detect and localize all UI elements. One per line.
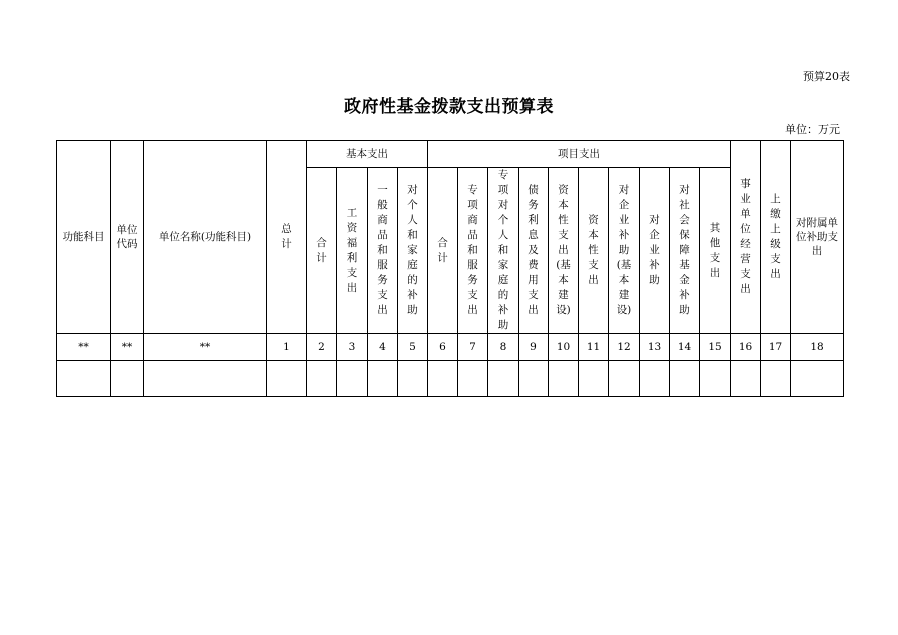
- header-proj-goods: 专项商品和服务支出: [458, 168, 488, 334]
- table-number: 预算20表: [803, 70, 850, 83]
- index-cell: 13: [640, 334, 670, 361]
- data-cell[interactable]: [731, 361, 761, 397]
- data-cell[interactable]: [670, 361, 700, 397]
- header-proj-subsidy: 专项对个人和家庭的补助: [488, 168, 519, 334]
- header-project-group: 项目支出: [428, 141, 731, 168]
- data-cell[interactable]: [791, 361, 844, 397]
- header-proj-ent: 对企业补助: [640, 168, 670, 334]
- index-cell: 2: [307, 334, 337, 361]
- header-upper-pay: 上缴上级支出: [761, 141, 791, 334]
- header-func-subject: 功能科目: [57, 141, 111, 334]
- index-cell: 4: [368, 334, 398, 361]
- header-basic-subsidy: 对个人和家庭的补助: [398, 168, 428, 334]
- data-cell[interactable]: [640, 361, 670, 397]
- data-cell[interactable]: [609, 361, 640, 397]
- data-cell[interactable]: [761, 361, 791, 397]
- header-proj-sum: 合计: [428, 168, 458, 334]
- header-basic-wages: 工资福利支出: [337, 168, 368, 334]
- index-cell: 14: [670, 334, 700, 361]
- data-cell[interactable]: [700, 361, 731, 397]
- index-cell: 1: [267, 334, 307, 361]
- table-row: [57, 361, 844, 397]
- data-cell[interactable]: [111, 361, 144, 397]
- index-cell: 18: [791, 334, 844, 361]
- index-cell: 10: [549, 334, 579, 361]
- index-cell: 8: [488, 334, 519, 361]
- header-proj-capital: 资本性支出: [579, 168, 609, 334]
- data-cell[interactable]: [368, 361, 398, 397]
- data-cell[interactable]: [428, 361, 458, 397]
- header-unit-name: 单位名称(功能科目): [144, 141, 267, 334]
- index-cell: 16: [731, 334, 761, 361]
- header-proj-capital-basic: 资本性支出(基本建设): [549, 168, 579, 334]
- header-affiliate-subsidy: 对附属单位补助支出: [791, 141, 844, 334]
- data-cell[interactable]: [57, 361, 111, 397]
- index-cell: 9: [519, 334, 549, 361]
- data-cell[interactable]: [144, 361, 267, 397]
- index-cell: 15: [700, 334, 731, 361]
- page-title: 政府性基金拨款支出预算表: [344, 97, 554, 117]
- index-cell: 12: [609, 334, 640, 361]
- header-proj-debt: 债务利息及费用支出: [519, 168, 549, 334]
- data-cell[interactable]: [267, 361, 307, 397]
- header-basic-group: 基本支出: [307, 141, 428, 168]
- index-cell: 6: [428, 334, 458, 361]
- index-cell: 17: [761, 334, 791, 361]
- data-cell[interactable]: [458, 361, 488, 397]
- header-proj-social: 对社会保障基金补助: [670, 168, 700, 334]
- header-total: 总计: [267, 141, 307, 334]
- index-cell: **: [111, 334, 144, 361]
- data-cell[interactable]: [398, 361, 428, 397]
- budget-table: [56, 140, 844, 397]
- data-cell[interactable]: [579, 361, 609, 397]
- header-basic-goods: 一般商品和服务支出: [368, 168, 398, 334]
- data-cell[interactable]: [488, 361, 519, 397]
- index-cell: **: [57, 334, 111, 361]
- header-proj-other: 其他支出: [700, 168, 731, 334]
- data-cell[interactable]: [549, 361, 579, 397]
- data-cell[interactable]: [519, 361, 549, 397]
- index-cell: 5: [398, 334, 428, 361]
- header-unit-code: 单位代码: [111, 141, 144, 334]
- unit-label: 单位：万元: [785, 123, 840, 136]
- header-proj-ent-basic: 对企业补助(基本建设): [609, 168, 640, 334]
- index-cell: **: [144, 334, 267, 361]
- header-biz-unit: 事业单位经营支出: [731, 141, 761, 334]
- index-cell: 11: [579, 334, 609, 361]
- index-cell: 3: [337, 334, 368, 361]
- index-cell: 7: [458, 334, 488, 361]
- data-cell[interactable]: [307, 361, 337, 397]
- data-cell[interactable]: [337, 361, 368, 397]
- table-row: [57, 334, 844, 361]
- header-basic-sum: 合计: [307, 168, 337, 334]
